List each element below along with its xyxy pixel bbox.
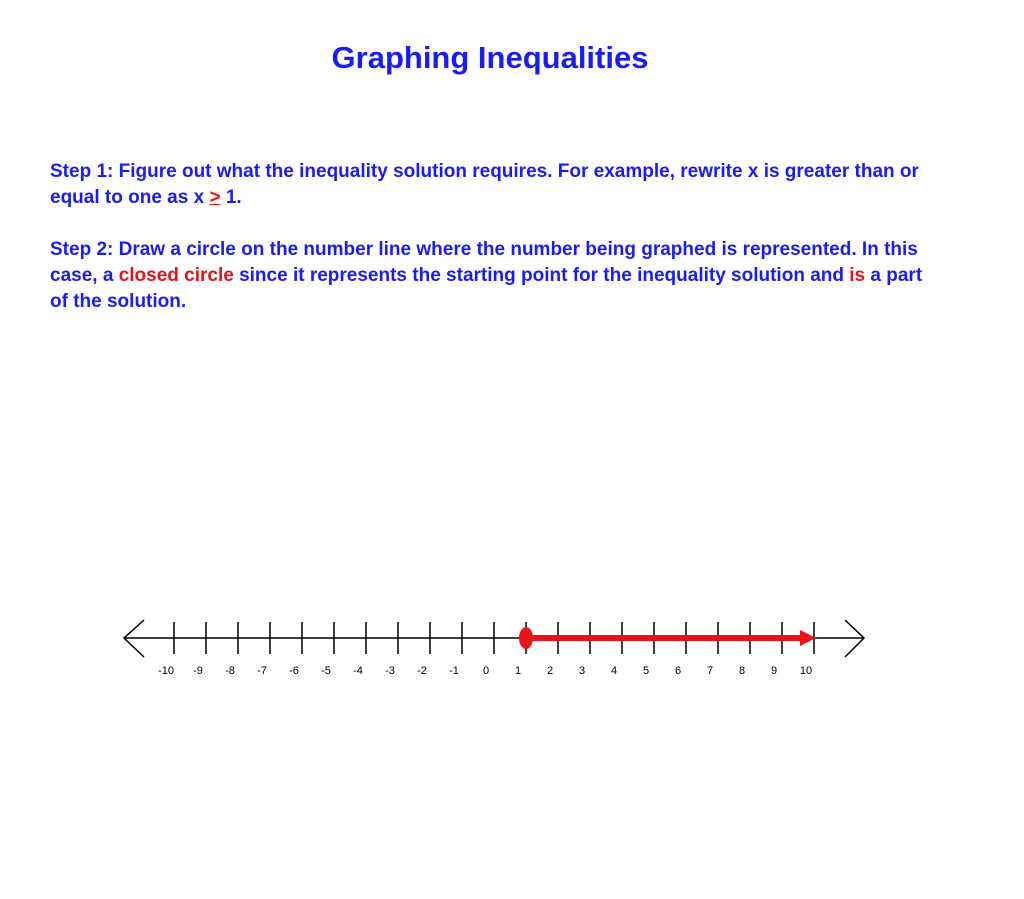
- step-2-text-a: Step 2: Draw a circle on the number line where the number being graphed is represented. In this case, a: [50, 239, 918, 286]
- tick-label: -5: [321, 665, 331, 677]
- tick-label: 0: [482, 665, 490, 677]
- step-1-text-b: 1.: [220, 187, 242, 208]
- number-line: [0, 600, 1024, 700]
- tick-label: 10: [799, 665, 813, 677]
- tick-label: 5: [642, 665, 650, 677]
- step-2-text: [50, 237, 930, 315]
- tick-label: -8: [225, 665, 235, 677]
- is-highlight: is: [849, 265, 866, 286]
- tick-label: 9: [770, 665, 778, 677]
- tick-labels: [158, 665, 812, 677]
- step-1-text: [50, 159, 930, 211]
- step-2-text-b: since it represents the starting point for the inequality solution and: [233, 265, 850, 286]
- tick-label: 1: [514, 665, 522, 677]
- tick-label: 6: [674, 665, 682, 677]
- tick-label: 4: [610, 665, 618, 677]
- tick-label: -3: [385, 665, 395, 677]
- greater-equal-symbol: >: [209, 187, 221, 208]
- step-1-text-a: Step 1: Figure out what the inequality solution requires. For example, rewrite x is greater than or equal to one as x: [50, 161, 919, 208]
- solution-ray: [519, 627, 816, 649]
- tick-label: 8: [738, 665, 746, 677]
- tick-label: -1: [449, 665, 459, 677]
- step-2-text-c: a part of the solution.: [50, 265, 923, 312]
- tick-label: -4: [353, 665, 363, 677]
- tick-label: 2: [546, 665, 554, 677]
- tick-label: 3: [578, 665, 586, 677]
- page-title: Graphing Inequalities: [331, 40, 649, 75]
- tick-label: -6: [289, 665, 299, 677]
- closed-circle-endpoint: [519, 627, 533, 649]
- tick-label: -9: [193, 665, 203, 677]
- closed-circle-highlight: closed circle: [118, 265, 234, 286]
- tick-label: -7: [257, 665, 267, 677]
- tick-label: -2: [417, 665, 427, 677]
- tick-label: 7: [706, 665, 714, 677]
- tick-label: -10: [158, 665, 174, 677]
